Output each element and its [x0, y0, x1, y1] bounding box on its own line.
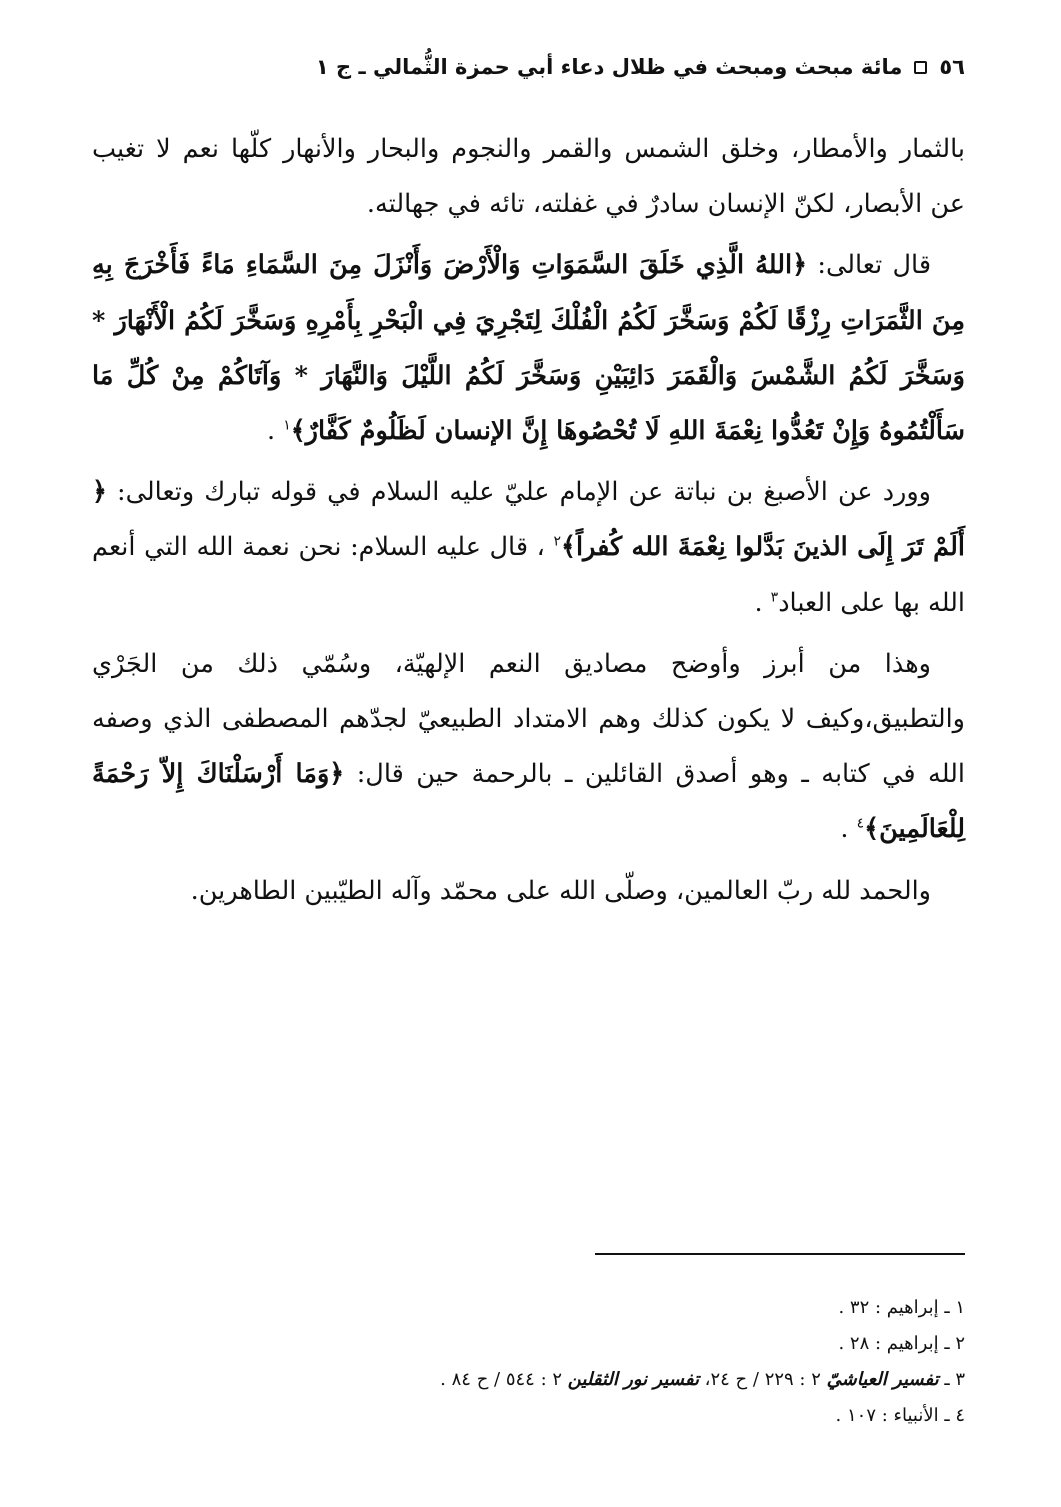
- quran-verse: ﴿وَمَا أَرْسَلْنَاكَ إِلاّ رَحْمَةً لِلْعَالَمِينَ﴾: [92, 759, 965, 845]
- footnote-1: ١ ـ إبراهيم : ٣٢ .: [838, 1297, 965, 1318]
- footnote-ref-4: ٤: [856, 815, 865, 832]
- footnote-3-end: ٢ : ٥٤٤ / ح ٨٤ .: [440, 1369, 568, 1390]
- paragraph-3-lead: وورد عن الأصبغ بن نباتة عن الإمام عليّ عليه السلام في قوله تبارك وتعالى:: [106, 477, 931, 508]
- footnote-2: ٢ ـ إبراهيم : ٢٨ .: [838, 1333, 965, 1354]
- footnote-3-source-2: تفسير نور الثقلين: [567, 1369, 699, 1390]
- paragraph-3-end: .: [754, 587, 771, 618]
- footnote-3-prefix: ٣ ـ: [938, 1369, 965, 1390]
- footnote-3-mid: ٢ : ٢٢٩ / ح ٢٤،: [698, 1369, 827, 1390]
- paragraph-4: [92, 637, 965, 858]
- footnote-4: ٤ ـ الأنبياء : ١٠٧ .: [835, 1405, 965, 1426]
- running-header: [92, 50, 965, 84]
- main-text: [92, 122, 965, 919]
- page-number: ٥٦: [939, 55, 965, 79]
- footnote-separator: [595, 1253, 965, 1255]
- quran-verse: ﴿اللهُ الَّذِي خَلَقَ السَّمَوَاتِ وَالْأَرْضَ وَأَنْزَلَ مِنَ السَّمَاءِ مَاءً فَأَخْرَجَ بِهِ مِنَ الثَّمَرَاتِ رِزْقًا لَكُمْ وَسَخَّرَ لَكُمُ الْفُلْكَ لِتَجْرِيَ فِي الْبَحْرِ بِأَمْرِهِ وَسَخَّرَ لَكُمُ الْأَنْهَارَ * وَسَخَّرَ لَكُمُ الشَّمْسَ وَالْقَمَرَ دَائِبَيْنِ وَسَخَّرَ لَكُمُ اللَّيْلَ وَالنَّهَارَ * وَآتَاكُمْ مِنْ كُلِّ مَا سَأَلْتُمُوهُ وَإِنْ تَعُدُّوا نِعْمَةَ اللهِ لَا تُحْصُوهَا إِنَّ الإنسان لَظَلُومٌ كَفَّارٌ﴾: [92, 250, 965, 447]
- footnote-ref-1: ١: [283, 417, 291, 434]
- paragraph-2-lead: قال تعالى:: [807, 250, 932, 281]
- closing-paragraph: والحمد لله ربّ العالمين، وصلّى الله على محمّد وآله الطيّبين الطاهرين.: [190, 875, 931, 906]
- paragraph-1: بالثمار والأمطار، وخلق الشمس والقمر والنجوم والبحار والأنهار كلّها نعم لا تغيب عن الأبصار، لكنّ الإنسان سادرٌ في غفلته، تائه في جهالته.: [92, 134, 965, 220]
- paragraph-2: [92, 238, 965, 459]
- book-title: مائة مبحث ومبحث في ظلال دعاء أبي حمزة الثُّمالي ـ ج ١: [315, 55, 903, 79]
- paragraph-4-end: .: [840, 814, 857, 845]
- footnote-3: [92, 1362, 965, 1398]
- footnotes: [92, 1290, 965, 1434]
- square-ornament-icon: [914, 61, 927, 74]
- paragraph-3-mid: ، قال عليه السلام: نحن نعمة الله التي أنعم الله بها على العباد: [92, 532, 965, 618]
- quran-verse: ﴿ أَلَمْ تَرَ إِلَى الذينَ بَدَّلوا نِعْمَةَ الله كُفراً﴾: [92, 477, 965, 563]
- paragraph-2-end: .: [266, 416, 284, 447]
- paragraph-4-lead: وهذا من أبرز وأوضح مصاديق النعم الإلهيّة، وسُمّي ذلك من الجَرْي والتطبيق،وكيف لا يكون كذلك وهم الامتداد الطبيعيّ لجدّهم المصطفى الذي وصفه الله في كتابه ـ وهو أصدق القائلين ـ بالرحمة حين قال:: [92, 648, 966, 790]
- footnote-ref-3: ٣: [770, 589, 779, 606]
- footnote-ref-2: ٢: [553, 533, 562, 550]
- paragraph-3: [92, 465, 965, 631]
- footnote-3-source-1: تفسير العياشيّ: [826, 1369, 939, 1390]
